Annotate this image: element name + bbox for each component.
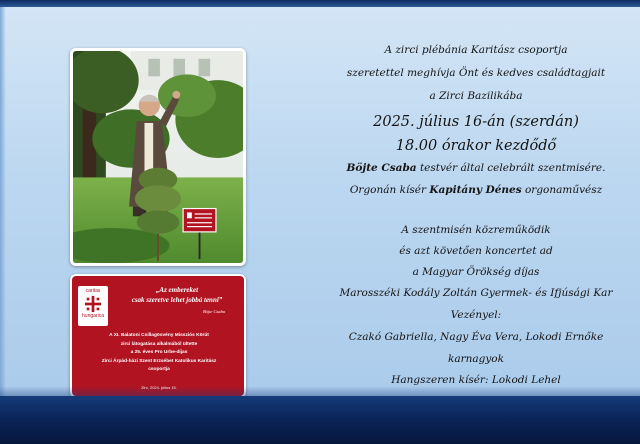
commemorative-plaque <box>70 274 246 398</box>
plaque-quote <box>110 285 244 305</box>
invite-line-9: A szentmisén közreműködik <box>401 224 551 236</box>
bottom-navy-band <box>0 396 640 444</box>
choir-name: Marosszéki Kodály Zoltán Gyermek- és Ifjúsági Kar <box>339 287 613 299</box>
event-time: 18.00 órakor kezdődő <box>395 138 557 154</box>
photo-illustration <box>73 51 243 263</box>
plaque-text-line-2: zirci látogatása alkalmából ültette <box>120 341 198 347</box>
logo-bottom-text: hungarica <box>82 313 104 319</box>
accompanist-name: Lokodi Lehel <box>491 374 561 386</box>
accompaniment-pre: Hangszeren kísér: <box>391 374 492 386</box>
priest-photo <box>70 48 246 266</box>
invitation-text <box>318 44 634 395</box>
invite-line-3: a Zirci Bazilikába <box>429 90 523 102</box>
celebrant-name: Böjte Csaba <box>346 162 417 174</box>
conductors-names: Czakó Gabriella, Nagy Éva Vera, Lokodi Ernőke <box>348 331 604 343</box>
organist-name: Kapitány Dénes <box>429 184 522 196</box>
organ-post: orgonaművész <box>521 184 603 196</box>
celebrant-line <box>318 162 634 184</box>
logo-top-text: caritas <box>85 288 101 294</box>
plaque-text <box>78 332 240 375</box>
invite-line-1: A zirci plébánia Karitász csoportja <box>384 44 568 56</box>
plaque-text-line-1: A XI. Balatoni Csillagösvény Missziós Körút <box>109 333 209 338</box>
invite-line-2: szeretettel meghívja Önt és kedves családtagjait <box>346 67 606 79</box>
organ-line <box>318 184 634 224</box>
quote-line-1: „Az embereket <box>155 286 199 294</box>
left-accent-strip <box>0 7 6 397</box>
organ-pre: Orgonán kísér <box>349 184 430 196</box>
conducted-label: Vezényel: <box>450 309 502 321</box>
plaque-text-line-3: a 25. éves Pro Urbe-díjas <box>130 350 188 356</box>
quote-line-2: csak szeretve lehet jobbá tenni” <box>131 296 223 304</box>
event-date: 2025. július 16-án (szerdán) <box>373 114 579 130</box>
plaque-text-line-5: csoportja <box>148 367 170 373</box>
top-navy-band <box>0 0 640 7</box>
caritas-logo <box>78 286 108 326</box>
quote-signature: Böjte Csaba <box>202 309 226 314</box>
celebrant-rest: testvér által celebrált szentmisére. <box>416 162 606 174</box>
invite-line-10: és azt követően koncertet ad <box>399 245 553 257</box>
choirmasters-label: karnagyok <box>447 353 504 365</box>
plaque-text-line-4: Zirci Árpád-házi Szent Erzsébet Katolikus Karitász <box>101 358 217 364</box>
caritas-cross-icon <box>84 295 102 313</box>
invite-line-11: a Magyar Örökség díjas <box>412 266 540 278</box>
